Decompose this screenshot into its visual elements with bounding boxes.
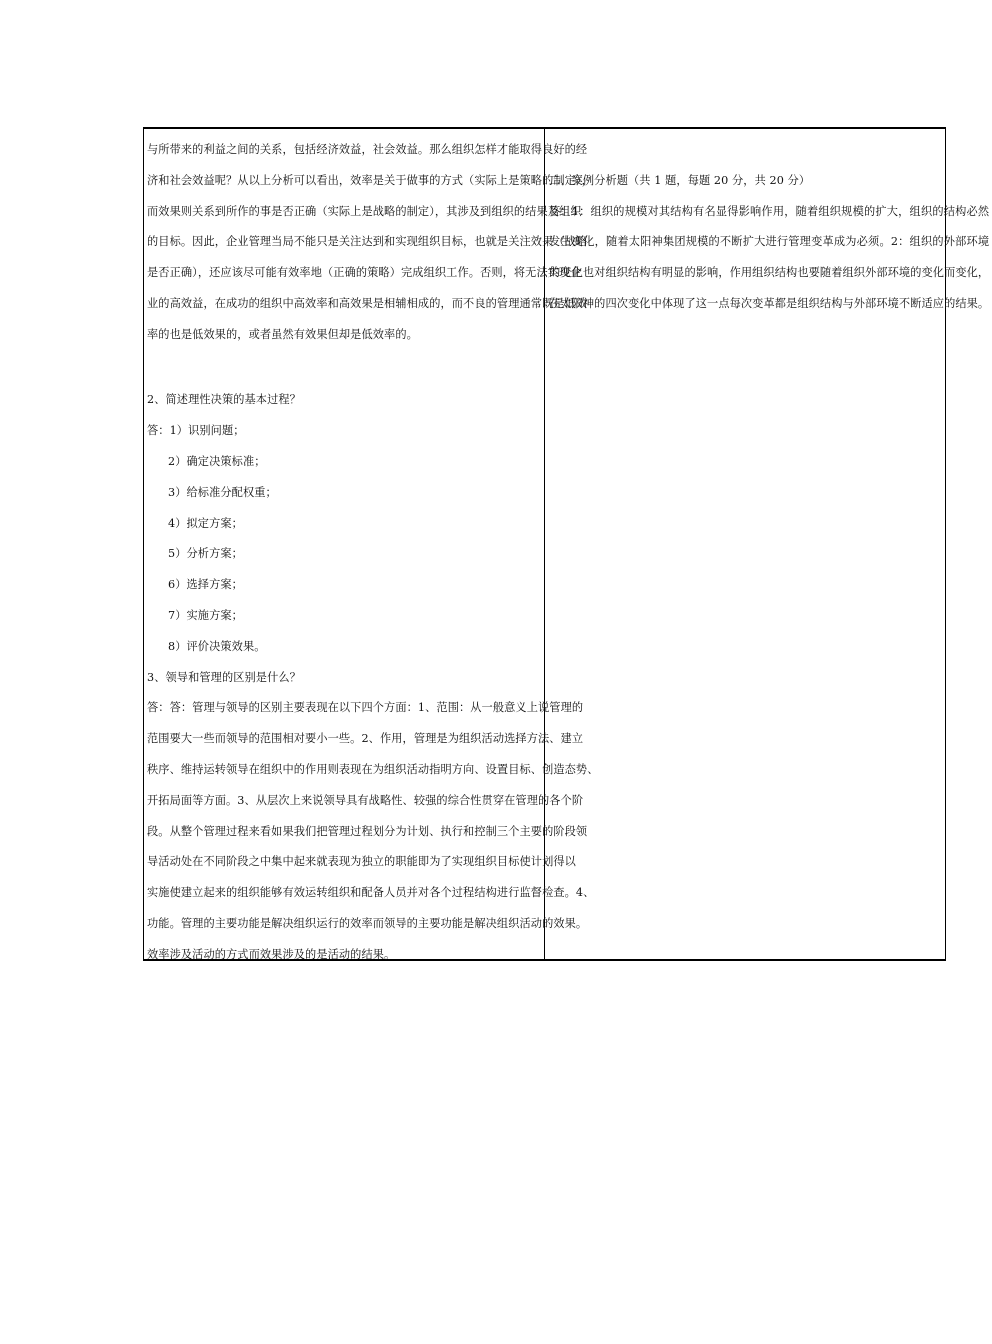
answer-line: 功能。管理的主要功能是解决组织运行的效率而领导的主要功能是解决组织活动的效果。	[147, 916, 588, 930]
decision-step: 答：1）识别问题；	[147, 424, 245, 438]
decision-step: 6）选择方案；	[168, 578, 243, 592]
case-answer-line: 的变化也对组织结构有明显的影响，作用组织结构也要随着组织外部环境的变化而变化，	[549, 266, 990, 280]
answer-line: 实施使建立起来的组织能够有效运转组织和配备人员并对各个过程结构进行监督检查。4、	[147, 886, 595, 900]
answer-line: 秩序、维持运转领导在组织中的作用则表现在为组织活动指明方向、设置目标、创造态势、	[147, 762, 599, 776]
paragraph-line: 的目标。因此，企业管理当局不能只是关注达到和实现组织目标，也就是关注效果（战略	[147, 235, 588, 249]
answer-line: 答：答：管理与领导的区别主要表现在以下四个方面：1、范围：从一般意义上说管理的	[147, 701, 584, 715]
decision-step: 8）评价决策效果。	[168, 639, 266, 653]
answer-line: 导活动处在不同阶段之中集中起来就表现为独立的职能即为了实现组织目标使计划得以	[147, 855, 576, 869]
answer-line: 范围要大一些而领导的范围相对要小一些。2、作用，管理是为组织活动选择方法、建立	[147, 732, 584, 746]
decision-step: 7）实施方案；	[168, 608, 243, 622]
paragraph-line: 是否正确），还应该尽可能有效率地（正确的策略）完成组织工作。否则，将无法实现企	[147, 266, 582, 280]
decision-step: 2）确定决策标准；	[168, 454, 266, 468]
case-answer-line: 发生变化，随着太阳神集团规模的不断扩大进行管理变革成为必须。2：组织的外部环境	[549, 235, 990, 249]
case-answer-line: 在太阳神的四次变化中体现了这一点每次变革都是组织结构与外部环境不断适应的结果。	[549, 296, 990, 310]
paragraph-line: 业的高效益，在成功的组织中高效率和高效果是相辅相成的，而不良的管理通常既是低效	[147, 296, 588, 310]
left-column	[144, 129, 599, 961]
decision-step: 3）给标准分配权重；	[168, 485, 277, 499]
question-2-title: 2、简述理性决策的基本过程？	[147, 393, 301, 407]
answer-table	[143, 127, 990, 961]
paragraph-line: 济和社会效益呢？从以上分析可以看出，效率是关于做事的方式（实际上是策略的制定），	[147, 173, 593, 187]
right-column	[545, 129, 992, 959]
blank-line	[147, 351, 541, 382]
case-analysis-title: 二、案例分析题（共 1 题，每题 20 分，共 20 分）	[549, 173, 811, 187]
blank-line	[549, 135, 989, 166]
paragraph-line: 而效果则关系到所作的事是否正确（实际上是战略的制定），其涉及到组织的结果及组织	[147, 204, 582, 218]
answer-line: 段。从整个管理过程来看如果我们把管理过程划分为计划、执行和控制三个主要的阶段领	[147, 824, 588, 838]
paragraph-line: 率的也是低效果的，或者虽然有效果但却是低效率的。	[147, 327, 418, 341]
answer-line: 效率涉及活动的方式而效果涉及的是活动的结果。	[147, 947, 396, 961]
answer-line: 开拓局面等方面。3、从层次上来说领导具有战略性、较强的综合性贯穿在管理的各个阶	[147, 793, 584, 807]
question-3-title: 3、领导和管理的区别是什么？	[147, 670, 301, 684]
paragraph-line: 与所带来的利益之间的关系，包括经济效益，社会效益。那么组织怎样才能取得良好的经	[147, 143, 588, 156]
decision-step: 4）拟定方案；	[168, 516, 243, 530]
decision-step: 5）分析方案；	[168, 547, 243, 561]
case-answer-line: 答：1：组织的规模对其结构有名显得影响作用，随着组织规模的扩大，组织的结构必然	[549, 204, 990, 218]
